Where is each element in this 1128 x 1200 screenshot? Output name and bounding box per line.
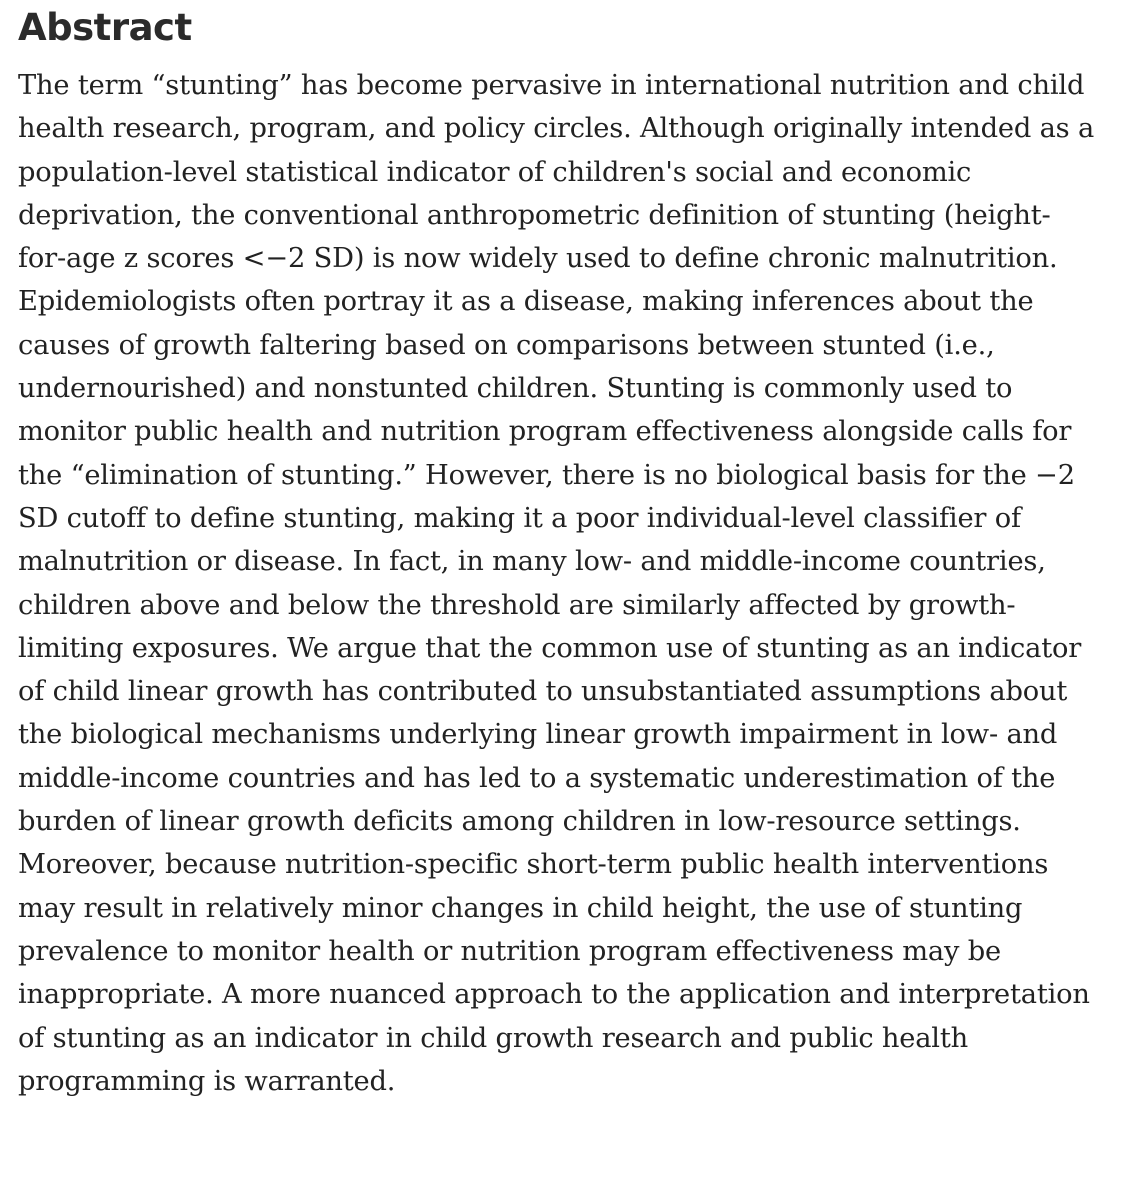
- abstract-line: health research, program, and policy circles. Although originally intended as a: [18, 113, 1095, 145]
- abstract-line: of stunting as an indicator in child growth research and public health: [18, 1022, 968, 1054]
- abstract-line: middle-income countries and has led to a systematic underestimation of the: [18, 762, 1056, 794]
- abstract-line: the biological mechanisms underlying linear growth impairment in low- and: [18, 719, 1058, 751]
- abstract-heading: Abstract: [18, 6, 192, 49]
- abstract-line: prevalence to monitor health or nutrition program effectiveness may be: [18, 935, 1001, 967]
- abstract-section: [18, 0, 1118, 1103]
- abstract-line: Moreover, because nutrition-specific short-term public health interventions: [18, 849, 1049, 881]
- abstract-line: malnutrition or disease. In fact, in many low- and middle-income countries,: [18, 546, 1046, 578]
- abstract-line: may result in relatively minor changes in child height, the use of stunting: [18, 892, 1023, 924]
- abstract-line: inappropriate. A more nuanced approach to the application and interpretation: [18, 979, 1090, 1011]
- abstract-line: children above and below the threshold are similarly affected by growth-: [18, 589, 1016, 621]
- abstract-line: monitor public health and nutrition program effectiveness alongside calls for: [18, 416, 1072, 448]
- abstract-line: undernourished) and nonstunted children. Stunting is commonly used to: [18, 373, 1013, 405]
- abstract-line: causes of growth faltering based on comparisons between stunted (i.e.,: [18, 329, 995, 361]
- abstract-line: programming is warranted.: [18, 1065, 396, 1097]
- abstract-line: The term “stunting” has become pervasive in international nutrition and child: [18, 70, 1085, 101]
- abstract-line: SD cutoff to define stunting, making it a poor individual-level classifier of: [18, 502, 1021, 534]
- abstract-body: [18, 64, 1118, 1103]
- abstract-line: population-level statistical indicator of children's social and economic: [18, 156, 972, 188]
- abstract-line: of child linear growth has contributed to unsubstantiated assumptions about: [18, 676, 1068, 708]
- abstract-line: for-age z scores <−2 SD) is now widely used to define chronic malnutrition.: [18, 243, 1058, 275]
- abstract-line: burden of linear growth deficits among children in low-resource settings.: [18, 806, 1021, 838]
- abstract-line: deprivation, the conventional anthropometric definition of stunting (height-: [18, 199, 1051, 231]
- abstract-line: limiting exposures. We argue that the common use of stunting as an indicator: [18, 632, 1082, 664]
- abstract-line: the “elimination of stunting.” However, there is no biological basis for the −2: [18, 459, 1075, 491]
- abstract-line: Epidemiologists often portray it as a disease, making inferences about the: [18, 286, 1034, 318]
